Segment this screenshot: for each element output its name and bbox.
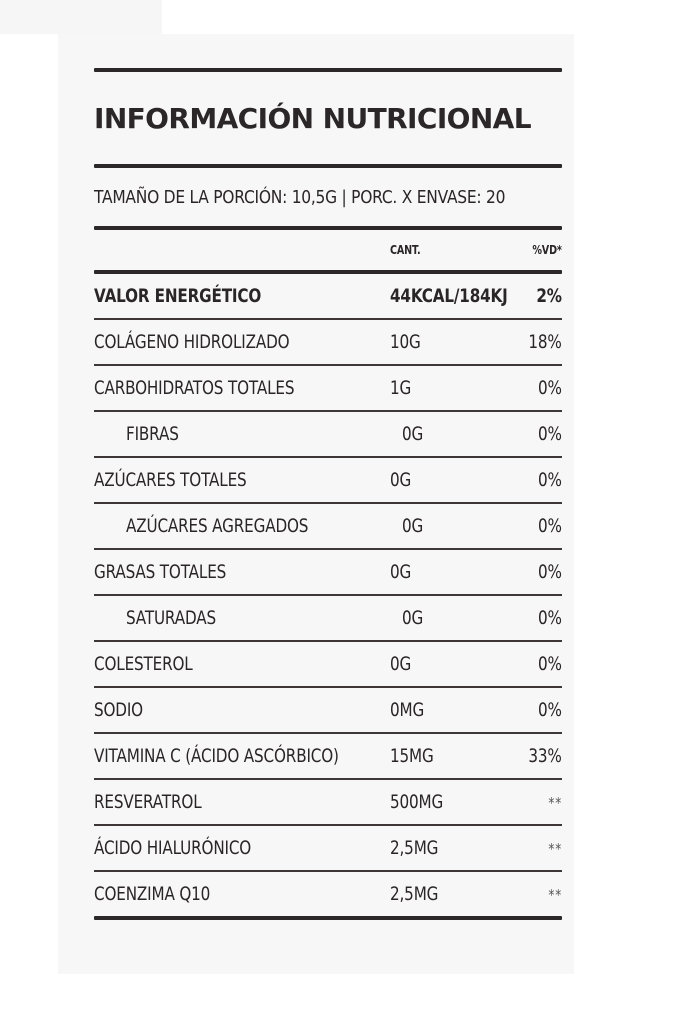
bottom-rule — [94, 916, 562, 920]
nutrient-name: GRASAS TOTALES — [94, 561, 227, 583]
nutrient-amount: 0G — [401, 515, 423, 537]
nutrient-row — [94, 274, 562, 318]
nutrient-daily-value: ** — [548, 794, 562, 812]
nutrient-daily-value: ** — [548, 886, 562, 904]
nutrient-row — [94, 824, 562, 870]
nutrient-amount: 2,5MG — [390, 883, 439, 905]
nutrient-name: RESVERATROL — [94, 791, 202, 813]
serving-info: TAMAÑO DE LA PORCIÓN: 10,5G | PORC. X ENVASE: 20 — [94, 186, 506, 208]
nutrient-daily-value: 18% — [528, 331, 562, 353]
nutrient-name: VALOR ENERGÉTICO — [94, 285, 262, 307]
nutrient-row — [94, 318, 562, 364]
header-amount: CANT. — [390, 243, 421, 257]
nutrient-amount: 0G — [390, 469, 412, 491]
nutrient-row — [94, 778, 562, 824]
nutrient-amount: 15MG — [390, 745, 434, 767]
nutrient-amount: 10G — [390, 331, 421, 353]
nutrient-daily-value: ** — [548, 840, 562, 858]
nutrient-name: AZÚCARES TOTALES — [94, 469, 247, 491]
nutrition-label — [94, 68, 562, 920]
nutrient-amount: 44KCAL/184KJ — [390, 285, 508, 307]
header-daily-value: %VD* — [532, 243, 562, 257]
nutrient-amount: 0G — [401, 607, 423, 629]
nutrient-daily-value: 0% — [538, 607, 563, 629]
paper-tab — [0, 0, 162, 34]
nutrient-name: SATURADAS — [126, 607, 216, 629]
nutrient-amount: 0G — [401, 423, 423, 445]
nutrient-row — [94, 410, 562, 456]
nutrient-row — [94, 870, 562, 916]
nutrient-daily-value: 0% — [538, 377, 562, 399]
nutrient-daily-value: 0% — [538, 469, 562, 491]
nutrient-row — [94, 364, 562, 410]
nutrient-daily-value: 0% — [538, 699, 562, 721]
nutrient-daily-value: 0% — [538, 515, 563, 537]
nutrient-amount: 500MG — [390, 791, 444, 813]
nutrient-row — [94, 686, 562, 732]
nutrient-name: AZÚCARES AGREGADOS — [126, 515, 309, 537]
nutrient-amount: 2,5MG — [390, 837, 439, 859]
nutrient-name: CARBOHIDRATOS TOTALES — [94, 377, 295, 399]
nutrient-name: COLESTEROL — [94, 653, 193, 675]
nutrient-amount: 0G — [390, 561, 412, 583]
nutrient-name: SODIO — [94, 699, 143, 721]
nutrient-row — [94, 640, 562, 686]
nutrient-row — [94, 732, 562, 778]
nutrient-daily-value: 2% — [536, 285, 562, 307]
nutrient-daily-value: 33% — [528, 745, 562, 767]
nutrient-name: VITAMINA C (ÁCIDO ASCÓRBICO) — [94, 745, 339, 767]
nutrient-row — [94, 502, 562, 548]
nutrient-row — [94, 456, 562, 502]
label-title: INFORMACIÓN NUTRICIONAL — [94, 101, 531, 135]
nutrient-name: COENZIMA Q10 — [94, 883, 211, 905]
nutrient-amount: 0G — [390, 653, 412, 675]
nutrient-amount: 1G — [390, 377, 412, 399]
nutrient-name: FIBRAS — [126, 423, 179, 445]
nutrient-daily-value: 0% — [538, 653, 562, 675]
nutrient-name: COLÁGENO HIDROLIZADO — [94, 331, 290, 353]
nutrient-row — [94, 548, 562, 594]
nutrient-daily-value: 0% — [538, 423, 563, 445]
column-header — [94, 230, 562, 270]
nutrient-name: ÁCIDO HIALURÓNICO — [94, 837, 252, 859]
nutrient-daily-value: 0% — [538, 561, 562, 583]
nutrient-row — [94, 594, 562, 640]
nutrient-rows — [94, 274, 562, 916]
nutrient-amount: 0MG — [390, 699, 425, 721]
